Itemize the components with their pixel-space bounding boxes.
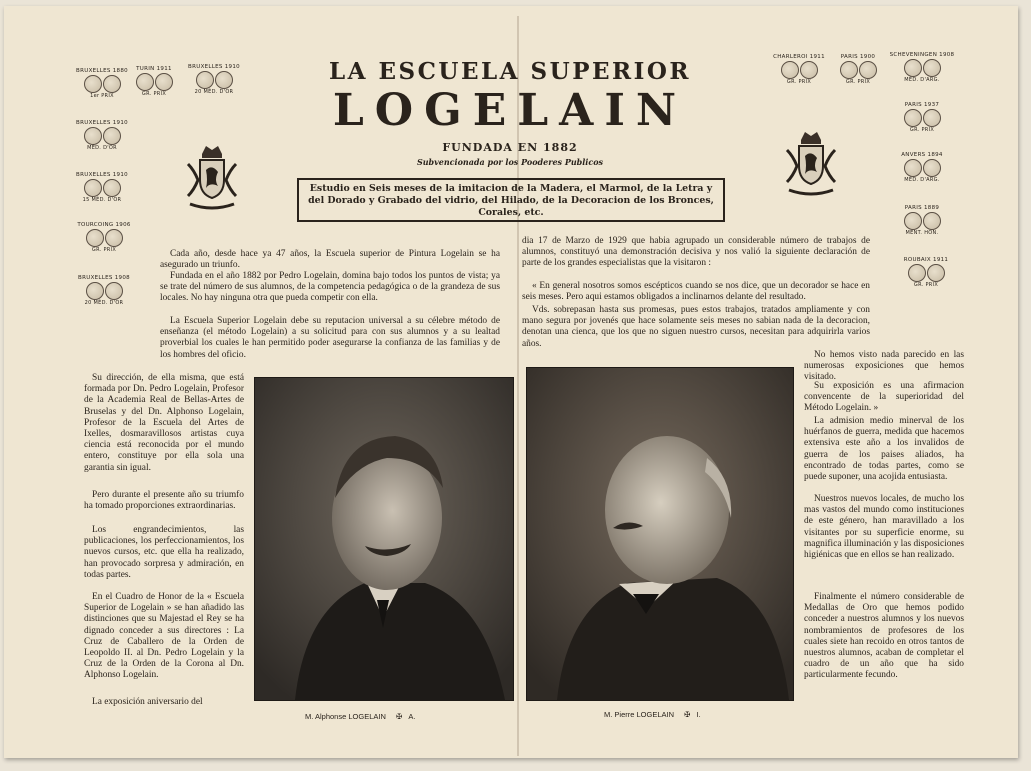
article-paragraph: Finalmente el número considerable de Medallas de Oro que hemos podido conceder a nuestros alumnos y los nuevos nombramientos de profesores de los cuales siete han recoido en otros tantos de nuestros alumnos, acaban de completar el cuadro de un año que ha sido particularmente fecundo. — [804, 592, 964, 681]
medal-right-4 — [896, 102, 948, 134]
medal-icon — [105, 282, 123, 300]
medal-right-1 — [772, 54, 826, 86]
article-paragraph: « En general nosotros somos escépticos cuando se nos dice, que un decorador se hace en seis meses. Pero aqui estamos obligados a inclinarnos delante del resultado. — [522, 281, 870, 303]
medal-left-1 — [76, 68, 128, 100]
medal-label-bottom: GR. PRIX — [909, 127, 935, 133]
medal-right-2 — [832, 54, 884, 86]
article-paragraph: Pero durante el presente año su triumfo ha tomado proporciones extraordinarias. — [84, 490, 244, 512]
subsidized-line: Subvencionada por los Pooderes Publicos — [416, 157, 604, 167]
portrait-figure-icon — [255, 378, 513, 700]
medal-left-2 — [128, 66, 180, 98]
caption-left-name: M. Alphonse LOGELAIN — [305, 712, 386, 721]
medal-label-top: TURIN 1911 — [136, 66, 172, 72]
article-paragraph: dia 17 de Marzo de 1929 que habia agrupado un considerable número de trabajos de alumnos, constituyó una demonstración decisiva y nos valió la siguiente declaración de parte de los grandes especialistas que la visitaron : — [522, 236, 870, 269]
medal-label-bottom: 20 MÉD. D'OR — [194, 89, 234, 95]
medal-left-6 — [76, 222, 132, 254]
medal-right-7 — [898, 257, 954, 289]
medal-label-top: BRUXELLES 1910 — [188, 64, 240, 70]
medal-icon — [923, 212, 941, 230]
article-paragraph: La Escuela Superior Logelain debe su reputacion universal a su célebre método de enseñanza (el método Logelain) a su solicitud para con sus alumnos y a su lealtad proverbial los cuales le han permitido poder asegurarse la confianza de las familias y de los hombres del oficio. — [160, 316, 500, 360]
article-paragraph: No hemos visto nada parecido en las numerosas exposiciones que hemos visitado. — [804, 350, 964, 383]
medal-left-3 — [186, 64, 242, 96]
article-paragraph: Su dirección, de ella misma, que está formada por Dn. Pedro Logelain, Profesor de la Academia Real de Bellas-Artes de Bruselas y del Dn. Alphonso Logelain, Profesor de la Escuela del Artes de Ixelles, dosmaravillosos artistas cuya ciencia está reconocida por el mundo entero, constituye por ella sola una garantia sin igual. — [84, 373, 244, 473]
article-paragraph: Fundada en el año 1882 por Pedro Logelain, domina bajo todos los puntos de vista; ya se trate del número de sus alumnos, de la competencia pedagógica o de la grandeza de sus locales. No hay ninguna otra que pueda competir con ella. — [160, 271, 500, 304]
medal-label-bottom: GR. PRIX — [91, 247, 117, 253]
medal-icon — [103, 75, 121, 93]
medal-icon — [840, 61, 858, 79]
medal-left-5 — [76, 172, 128, 204]
medal-label-bottom: 15 MÉD. D'OR — [82, 197, 122, 203]
medal-label-top: PARIS 1900 — [840, 54, 876, 60]
article-paragraph: En el Cuadro de Honor de la « Escuela Superior de Logelain » se han añadido las distinciones que su Majestad el Rey se ha dignado conceder a sus directores : La Cruz de Caballero de la Orden de Leopoldo II. al Dn. Pedro Logelain y la Cruz de la Orden de la Corona al Dn. Alphonso Logelain. — [84, 592, 244, 681]
medal-label-top: SCHEVENINGEN 1908 — [889, 52, 955, 58]
medal-icon — [904, 159, 922, 177]
medal-icon — [86, 282, 104, 300]
medal-icon — [84, 75, 102, 93]
medal-icon — [908, 264, 926, 282]
medal-icon — [859, 61, 877, 79]
medal-label-top: TOURCOING 1906 — [77, 222, 131, 228]
medal-label-bottom: MÉD. D'OR — [87, 145, 117, 151]
medal-label-top: PARIS 1937 — [904, 102, 940, 108]
medal-right-6 — [896, 205, 948, 237]
medal-label-top: BRUXELLES 1908 — [78, 275, 130, 281]
medal-left-7 — [76, 275, 132, 307]
medal-label-bottom: GR. PRIX — [845, 79, 871, 85]
medal-right-5 — [894, 152, 950, 184]
portrait-pierre-logelain — [526, 367, 794, 701]
medal-label-bottom: GR. PRIX — [786, 79, 812, 85]
medal-icon — [904, 212, 922, 230]
article-paragraph: La admision medio minerval de los huérfanos de guerra, medida que hacemos extensiva este año a los invalidos de guerra de los paises aliados, ha encontrado de todas partes, como se puede suponer, una acojida entusiasta. — [804, 416, 964, 483]
medal-icon — [136, 73, 154, 91]
caption-left-mark: A. — [408, 712, 416, 721]
medal-label-top: BRUXELLES 1880 — [76, 68, 128, 74]
founded-line: FUNDADA EN 1882 — [442, 141, 578, 154]
medal-icon — [103, 127, 121, 145]
medal-label-bottom: MÉD. D'ARG. — [904, 177, 940, 183]
medal-label-top: BRUXELLES 1910 — [76, 120, 128, 126]
coat-of-arms-right-icon — [779, 126, 843, 202]
article-paragraph: Los engrandecimientos, las publicaciones, los perfeccionamientos, los nuevos cursos, etc. que ella ha realizado, han provocado sorpresa y admiración, en todas partes. — [84, 525, 244, 580]
caption-right — [604, 710, 754, 719]
portrait-figure-icon — [527, 368, 793, 700]
caption-left — [305, 712, 455, 721]
medal-icon — [923, 159, 941, 177]
medal-icon — [800, 61, 818, 79]
medal-label-top: ROUBAIX 1911 — [903, 257, 949, 263]
insignia-icon: ✠ — [395, 712, 403, 721]
masthead-line2: LOGELAIN — [332, 85, 688, 136]
medal-label-top: PARIS 1889 — [904, 205, 940, 211]
medal-label-bottom: 1er PRIX — [90, 93, 114, 99]
medal-label-top: CHARLEROI 1911 — [773, 54, 825, 60]
medal-icon — [155, 73, 173, 91]
caption-right-name: M. Pierre LOGELAIN — [604, 710, 675, 719]
coat-of-arms-left-icon — [180, 140, 244, 216]
medal-icon — [781, 61, 799, 79]
course-description-box: Estudio en Seis meses de la imitacion de la Madera, el Marmol, de la Letra y del Dorado y Grabado del vidrio, del Hilado, de la Decoracion de los Bronces, Corales, etc. — [297, 178, 725, 222]
medal-icon — [923, 59, 941, 77]
medal-label-bottom: GR. PRIX — [141, 91, 167, 97]
medal-label-top: ANVERS 1894 — [901, 152, 943, 158]
article-paragraph: Vds. sobrepasan hasta sus promesas, pues estos trabajos, tratados ampliamente y con mano segura por jovenés que hace solamente seis meses no sabian nada de la decoracion, denotan una cienca, que los que no siguen nuestro cursos, necesitan para adquirirla varios años. — [522, 305, 870, 349]
medal-right-3 — [889, 52, 955, 84]
medal-icon — [904, 59, 922, 77]
medal-icon — [215, 71, 233, 89]
medal-label-top: BRUXELLES 1910 — [76, 172, 128, 178]
medal-icon — [904, 109, 922, 127]
medal-icon — [923, 109, 941, 127]
article-paragraph: Su exposición es una afirmacion convencente de la superioridad del Método Logelain. » — [804, 381, 964, 414]
medal-label-bottom: MENT. HON. — [905, 230, 939, 236]
medal-icon — [105, 229, 123, 247]
medal-label-bottom: MÉD. D'ARG. — [904, 77, 940, 83]
caption-right-mark: I. — [696, 710, 701, 719]
article-paragraph: La exposición aniversario del — [92, 697, 203, 707]
medal-left-4 — [76, 120, 128, 152]
portrait-alphonse-logelain — [254, 377, 514, 701]
medal-label-bottom: GR. PRIX — [913, 282, 939, 288]
article-paragraph: Nuestros nuevos locales, de mucho los mas vastos del mundo como instituciones de este género, han maravillado a los visitantes por su superficie enorme, su magnifica illuminación y las disposiciones higiénicas que en ellos se han realizado. — [804, 494, 964, 561]
medal-icon — [196, 71, 214, 89]
medal-icon — [84, 179, 102, 197]
medal-icon — [927, 264, 945, 282]
medal-icon — [86, 229, 104, 247]
article-paragraph: Cada año, desde hace ya 47 años, la Escuela superior de Pintura Logelain se ha asegurado un triunfo. — [160, 249, 500, 271]
medal-icon — [84, 127, 102, 145]
insignia-icon: ✠ — [684, 710, 691, 719]
masthead-line1: LA ESCUELA SUPERIOR — [328, 58, 692, 85]
medal-label-bottom: 20 MÉD. D'OR — [84, 300, 124, 306]
medal-icon — [103, 179, 121, 197]
